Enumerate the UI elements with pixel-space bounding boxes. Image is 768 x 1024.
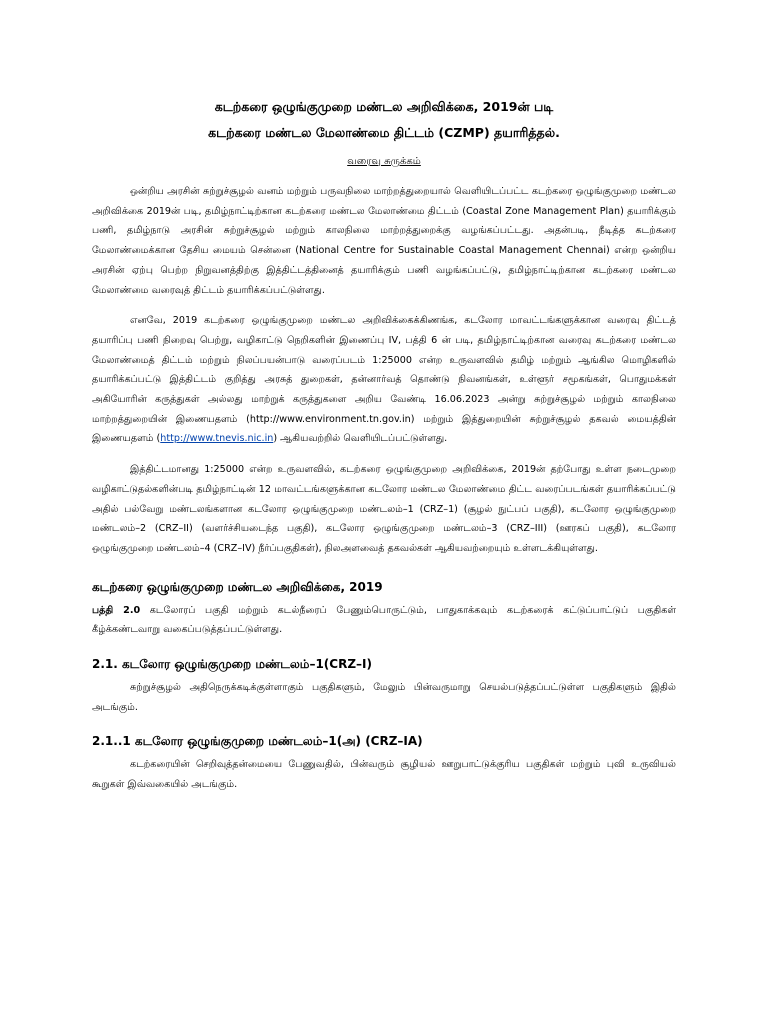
paragraph-2-end: ) ஆகியவற்றில் வெளியிடப்பட்டுள்ளது. — [273, 433, 448, 445]
section-heading-crz-1a: 2.1..1 கடலோர ஒழுங்குமுறை மண்டலம்–1(அ) (CRZ–IA) — [92, 734, 423, 749]
paragraph-3: இத்திட்டமானது 1:25000 என்ற உருவளவில், கடற்கரை ஒழுங்குமுறை அறிவிக்கை, 2019ன் தற்போது உள்ள நடைமுறை வழிகாட்டுதல்களின்படி தமிழ்நாட்டின் 12 மாவட்டங்களுக்கான கடலோர மண்டல மேலாண்மை திட்ட வரைப்படங்கள் தயாரிக்கப்பட்டு அதில் பல்வேறு மண்டலங்களான கடலோர ஒழுங்குமுறை மண்டலம்–1 (CRZ–1) (சூழல் நுட்பப் பகுதி), கடலோர ஒழுங்குமுறை மண்டலம்–2 (CRZ–II) (வளர்ச்சியடைந்த பகுதி), கடலோர ஒழுங்குமுறை மண்டலம்–3 (CRZ–III) (ஊரகப் பகுதி), கடலோர ஒழுங்குமுறை மண்டலம்–4 (CRZ–IV) நீர்ப்பகுதிகள்), நிலஅளவைத் தகவல்கள் ஆகியவற்றையும் உள்ளடக்கியுள்ளது. — [92, 464, 676, 554]
paragraph-1: ஒன்றிய அரசின் சுற்றுச்சூழல் வனம் மற்றும் பருவநிலை மாற்றத்துறையால் வெளியிடப்பட்ட கடற்கரை ஒழுங்குமுறை மண்டல அறிவிக்கை 2019ன் படி, தமிழ்நாட்டிற்கான கடற்கரை மண்டல மேலாண்மை திட்டம் (Coastal Zone Management Plan) தயாரிக்கும் பணி, தமிழ்நாடு அரசின் சுற்றுச்சூழல் மற்றும் காலநிலை மாற்றத்துறைக்கு வழங்கப்பட்டது. அதன்படி, நீடித்த கடற்கரை மேலாண்மைக்கான தேசிய மையம் சென்னை (National Centre for Sustainable Coastal Management Chennai) என்ற ஒன்றிய அரசின் ஏற்பு பெற்ற நிறுவனத்திற்கு இத்திட்டத்தினைத் தயாரிக்கும் பணி வழங்கப்பட்டு, தமிழ்நாட்டிற்கான கடற்கரை மண்டல மேலாண்மை வரைவுத் திட்டம் தயாரிக்கப்பட்டுள்ளது. — [92, 186, 676, 296]
paragraph-2 — [92, 311, 676, 449]
paragraph-4 — [92, 601, 676, 640]
subtitle-text: வரைவு சுருக்கம் — [347, 156, 421, 167]
paragraph-2-text: எனவே, 2019 கடற்கரை ஒழுங்குமுறை மண்டல அறிவிக்கைக்கிணங்க, கடலோர மாவட்டங்களுக்கான வரைவு திட்டத் தயாரிப்பு பணி நிறைவு பெற்று, வழிகாட்டு நெறிகளின் இணைப்பு IV, பத்தி 6 ன் படி, தமிழ்நாட்டிற்கான வரைவு கடற்கரை மண்டல மேலாண்மைத் திட்டம் மற்றும் நிலப்பயன்பாடு வரைப்படம் 1:25000 என்ற உருவளவில் தமிழ் மற்றும் ஆங்கில மொழிகளில் தயாரிக்கப்பட்டு இத்திட்டம் குறித்து அரசுத் துறைகள், தன்னார்வத் தொண்டு நிவனங்கள், உள்ளூர் சமூகங்கள், பொதுமக்கள் அகியோரின் கருத்துகள் அல்லது மாற்றுக் கருத்துகளை அறிய வேண்டி 16.06.2023 அன்று சுற்றுச்சூழல் மற்றும் காலநிலை மாற்றத்துறையின் இணையதளம் (http://www.environment.tn.gov.in) மற்றும் இத்துறையின் சுற்றுச்சூழல் தகவல் மையத்தின் இணையதளம் ( — [92, 315, 676, 445]
tnevis-link[interactable]: http://www.tnevis.nic.in — [160, 433, 274, 445]
title-line-2: கடற்கரை மண்டல மேலாண்மை திட்டம் (CZMP) தயாரித்தல். — [208, 125, 560, 140]
paragraph-6: கடற்கரையின் செறிவுத்தன்மையை பேணுவதில், பின்வரும் சூழியல் ஊறுபாட்டுக்குரிய பகுதிகள் மற்றும் புவி உருவியல் கூறுகள் இவ்வகையில் அடங்கும். — [92, 759, 676, 791]
subtitle — [92, 156, 676, 168]
paragraph-5: சுற்றுச்சூழல் அதிநெருக்கடிக்குள்ளாகும் பகுதிகளும், மேலும் பின்வருமாறு செயல்படுத்தப்பட்டுள்ள பகுதிகளும் இதில் அடங்கும். — [92, 682, 676, 713]
section-heading-crz-1: 2.1. கடலோர ஒழுங்குமுறை மண்டலம்–1(CRZ–I) — [92, 657, 372, 672]
title-line-1: கடற்கரை ஒழுங்குமுறை மண்டல அறிவிக்கை, 2019ன் படி — [214, 99, 554, 114]
section-heading-notification: கடற்கரை ஒழுங்குமுறை மண்டல அறிவிக்கை, 2019 — [92, 579, 383, 594]
paragraph-4-label: பத்தி 2.0 — [92, 604, 141, 616]
paragraph-4-text: கடலோரப் பகுதி மற்றும் கடல்நீரைப் பேணும்பொருட்டும், பாதுகாக்கவும் கடற்கரைக் கட்டுப்பாட்டுப் பகுதிகள் கீழ்க்கண்டவாறு வகைப்படுத்தப்பட்டுள்ளது. — [92, 604, 676, 636]
